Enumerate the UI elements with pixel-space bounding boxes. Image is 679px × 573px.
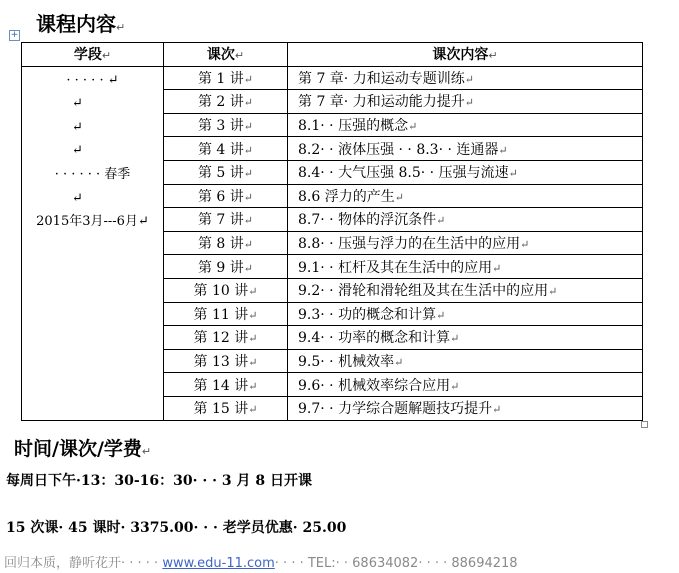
- paragraph-mark: ↵: [450, 379, 460, 393]
- lesson-number-cell: [164, 208, 288, 232]
- schedule-line: 每周日下午·13：30-16：30· · · 3 月 8 日开课: [6, 473, 312, 489]
- footer-phone: · · · · TEL:· · 68634082· · · · 88694218: [274, 556, 518, 571]
- lesson-content-cell: [288, 349, 643, 373]
- table-header-row: [22, 43, 643, 67]
- lesson-content: 8.1· · 压强的概念: [298, 118, 409, 135]
- paragraph-mark: ↵: [492, 261, 502, 275]
- lesson-number: 第 12 讲: [193, 330, 249, 347]
- term-cell: [22, 66, 164, 420]
- lesson-content: 9.5· · 机械效率: [298, 354, 395, 371]
- table-move-handle-icon[interactable]: +: [10, 30, 19, 40]
- section-heading: [14, 434, 151, 461]
- lesson-content: 8.4· · 大气压强 8.5· · 压强与流速: [298, 165, 509, 182]
- lesson-number-cell: [164, 302, 288, 326]
- lesson-content-cell: [288, 66, 643, 90]
- lesson-number-cell: [164, 396, 288, 420]
- paragraph-mark: ↵: [243, 238, 254, 252]
- lesson-number: 第 7 讲: [197, 212, 244, 229]
- lesson-number-cell: [164, 160, 288, 184]
- paragraph-mark: ↵: [394, 190, 404, 204]
- lesson-number-cell: [164, 66, 288, 90]
- lesson-number-cell: [164, 184, 288, 208]
- paragraph-mark: ↵: [436, 308, 446, 322]
- lesson-content-cell: [288, 396, 643, 420]
- lesson-number-cell: [164, 90, 288, 114]
- footer: [4, 552, 518, 571]
- header-term: 学段↵: [22, 43, 164, 67]
- term-line: · · · · · · 春季: [54, 166, 131, 182]
- table-row: [22, 66, 643, 90]
- header-lesson: 课次↵: [164, 43, 288, 67]
- lesson-number: 第 14 讲: [193, 377, 249, 394]
- paragraph-mark: ↵: [243, 72, 254, 86]
- lesson-content-cell: [288, 373, 643, 397]
- paragraph-mark: ↵: [464, 72, 474, 86]
- lesson-content: 第 7 章· 力和运动能力提升: [298, 94, 465, 111]
- paragraph-mark: ↵: [248, 379, 258, 393]
- course-table: [21, 42, 643, 421]
- paragraph-mark: ↵: [394, 356, 404, 370]
- lesson-number-cell: [164, 113, 288, 137]
- lesson-content-cell: [288, 113, 643, 137]
- paragraph-mark: ↵: [248, 356, 258, 370]
- lesson-content-cell: [288, 184, 643, 208]
- lesson-number: 第 11 讲: [193, 306, 249, 323]
- table-resize-handle[interactable]: [641, 421, 648, 428]
- lesson-content: 第 7 章· 力和运动专题训练: [298, 70, 465, 87]
- paragraph-mark: ↵: [436, 214, 446, 228]
- paragraph-mark: ↵: [141, 445, 152, 458]
- page-title: [36, 8, 125, 37]
- paragraph-mark: ↵: [243, 167, 254, 181]
- lesson-content-cell: [288, 255, 643, 279]
- paragraph-mark: ↵: [248, 308, 258, 322]
- section-heading-text: 时间/课次/学费: [14, 438, 142, 460]
- lesson-number-cell: [164, 326, 288, 350]
- lesson-content: 9.1· · 杠杆及其在生活中的应用: [298, 259, 493, 276]
- heading-text: 课程内容: [36, 12, 116, 36]
- paragraph-mark: ↵: [408, 120, 418, 134]
- lesson-content: 9.7· · 力学综合题解题技巧提升: [298, 401, 493, 418]
- paragraph-mark: ↵: [520, 238, 530, 252]
- lesson-number-cell: [164, 349, 288, 373]
- paragraph-mark: ↵: [248, 332, 258, 346]
- paragraph-mark: ↵: [243, 261, 254, 275]
- paragraph-mark: ↵: [450, 332, 460, 346]
- paragraph-mark: ↵: [498, 143, 508, 157]
- lesson-content: 8.8· · 压强与浮力的在生活中的应用: [298, 236, 521, 253]
- lesson-content-cell: [288, 208, 643, 232]
- lesson-number-cell: [164, 137, 288, 161]
- lesson-number: 第 2 讲: [197, 94, 244, 111]
- term-line: ↵: [72, 119, 83, 135]
- lesson-content-cell: [288, 90, 643, 114]
- paragraph-mark: ↵: [248, 403, 258, 417]
- lesson-number-cell: [164, 278, 288, 302]
- lesson-number: 第 9 讲: [197, 259, 244, 276]
- lesson-content: 9.6· · 机械效率综合应用: [298, 377, 451, 394]
- lesson-number: 第 8 讲: [197, 236, 244, 253]
- lesson-content: 8.7· · 物体的浮沉条件: [298, 212, 437, 229]
- paragraph-mark: ↵: [243, 190, 254, 204]
- lesson-number: 第 4 讲: [197, 141, 244, 158]
- paragraph-mark: ↵: [548, 285, 558, 299]
- lesson-content-cell: [288, 137, 643, 161]
- lesson-number: 第 10 讲: [193, 283, 249, 300]
- fee-line: 15 次课· 45 课时· 3375.00· · · 老学员优惠· 25.00: [6, 520, 347, 536]
- lesson-number-cell: [164, 255, 288, 279]
- lesson-content-cell: [288, 278, 643, 302]
- paragraph-mark: ↵: [492, 403, 502, 417]
- lesson-number-cell: [164, 373, 288, 397]
- lesson-content: 8.2· · 液体压强 · · 8.3· · 连通器: [298, 141, 499, 158]
- lesson-number-cell: [164, 231, 288, 255]
- lesson-number: 第 6 讲: [197, 188, 244, 205]
- lesson-content: 9.3· · 功的概念和计算: [298, 306, 437, 323]
- term-line: ↵: [72, 96, 83, 112]
- paragraph-mark: ↵: [243, 120, 254, 134]
- lesson-content: 9.4· · 功率的概念和计算: [298, 330, 451, 347]
- lesson-content: 9.2· · 滑轮和滑轮组及其在生活中的应用: [298, 283, 549, 300]
- lesson-number: 第 3 讲: [197, 118, 244, 135]
- paragraph-mark: ↵: [243, 143, 254, 157]
- lesson-content-cell: [288, 160, 643, 184]
- lesson-content: 8.6 浮力的产生: [298, 188, 395, 205]
- paragraph-mark: ↵: [243, 214, 254, 228]
- paragraph-mark: ↵: [116, 21, 126, 34]
- lesson-number: 第 13 讲: [193, 354, 249, 371]
- paragraph-mark: ↵: [464, 96, 474, 110]
- term-line: ↵: [72, 143, 83, 159]
- lesson-content-cell: [288, 231, 643, 255]
- footer-website-link[interactable]: www.edu-11.com: [162, 556, 275, 571]
- term-line: ↵: [72, 190, 83, 206]
- term-line: · · · · · ↵: [66, 72, 119, 88]
- header-content: 课次内容↵: [288, 43, 643, 67]
- lesson-number: 第 15 讲: [193, 401, 249, 418]
- lesson-number: 第 5 讲: [197, 165, 244, 182]
- paragraph-mark: ↵: [243, 96, 254, 110]
- paragraph-mark: ↵: [508, 167, 518, 181]
- paragraph-mark: ↵: [248, 285, 258, 299]
- term-line: 2015年3月---6月↵: [36, 214, 149, 230]
- footer-slogan: 回归本质，静听花开· · · · ·: [4, 556, 163, 571]
- lesson-number: 第 1 讲: [197, 70, 244, 87]
- lesson-content-cell: [288, 302, 643, 326]
- lesson-content-cell: [288, 326, 643, 350]
